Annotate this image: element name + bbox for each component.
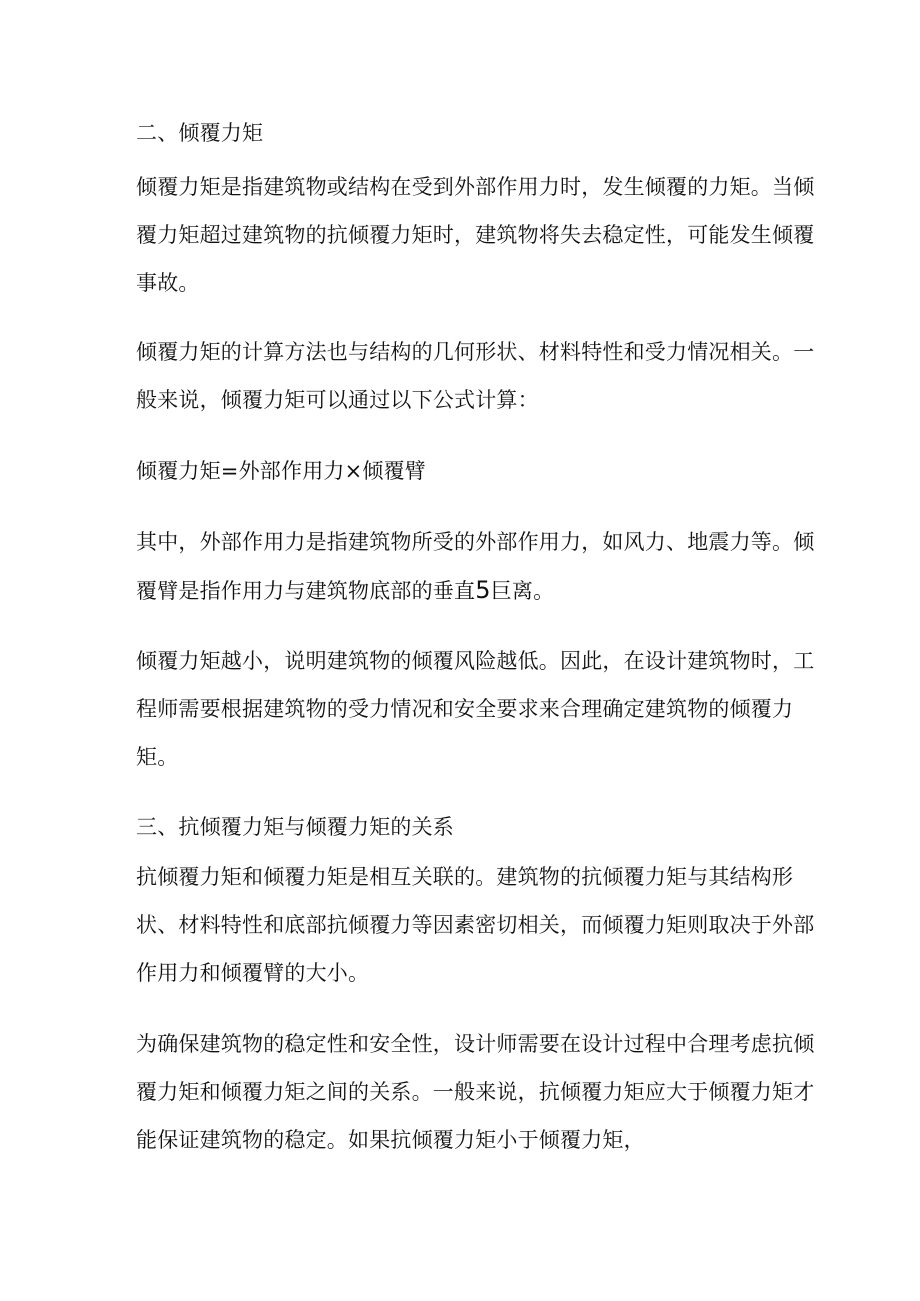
para-3-text-after: 巨离。 [490,579,555,603]
section-2-para-3-line-2 [136,575,554,606]
section-2-heading: 二、倾覆力矩 [136,121,264,145]
para-3-digit: 5 [475,576,491,604]
section-3-para-1-line-2: 状、材料特性和底部抗倾覆力等因素密切相关，而倾覆力矩则取决于外部 [136,913,815,937]
section-2-para-4-line-2: 程师需要根据建筑物的受力情况和安全要求来合理确定建筑物的倾覆力 [136,697,794,721]
section-2-para-1-line-1: 倾覆力矩是指建筑物或结构在受到外部作用力时，发生倾覆的力矩。当倾 [136,175,815,199]
section-3-para-2-line-1: 为确保建筑物的稳定性和安全性，设计师需要在设计过程中合理考虑抗倾 [136,1032,815,1056]
section-3-para-1-line-1: 抗倾覆力矩和倾覆力矩是相互关联的。建筑物的抗倾覆力矩与其结构形 [136,865,794,889]
section-2-para-4-line-3: 矩。 [136,745,179,769]
section-3-para-2-line-2: 覆力矩和倾覆力矩之间的关系。一般来说，抗倾覆力矩应大于倾覆力矩才 [136,1080,815,1104]
formula-line: 倾覆力矩=外部作用力×倾覆臂 [136,459,426,483]
section-3-para-2-line-3: 能保证建筑物的稳定。如果抗倾覆力矩小于倾覆力矩， [136,1128,645,1152]
section-2-para-2-line-2: 般来说，倾覆力矩可以通过以下公式计算： [136,388,539,412]
section-2-para-1-line-2: 覆力矩超过建筑物的抗倾覆力矩时，建筑物将失去稳定性，可能发生倾覆 [136,223,815,247]
section-2-para-1-line-3: 事故。 [136,271,200,295]
section-2-para-4-line-1: 倾覆力矩越小，说明建筑物的倾覆风险越低。因此，在设计建筑物时，工 [136,649,815,673]
section-3-heading: 三、抗倾覆力矩与倾覆力矩的关系 [136,815,454,839]
para-3-text-before: 覆臂是指作用力与建筑物底部的垂直 [136,579,476,603]
section-3-para-1-line-3: 作用力和倾覆臂的大小。 [136,961,370,985]
section-2-para-3-line-1: 其中，外部作用力是指建筑物所受的外部作用力，如风力、地震力等。倾 [136,530,815,554]
section-2-para-2-line-1: 倾覆力矩的计算方法也与结构的几何形状、材料特性和受力情况相关。一 [136,340,815,364]
